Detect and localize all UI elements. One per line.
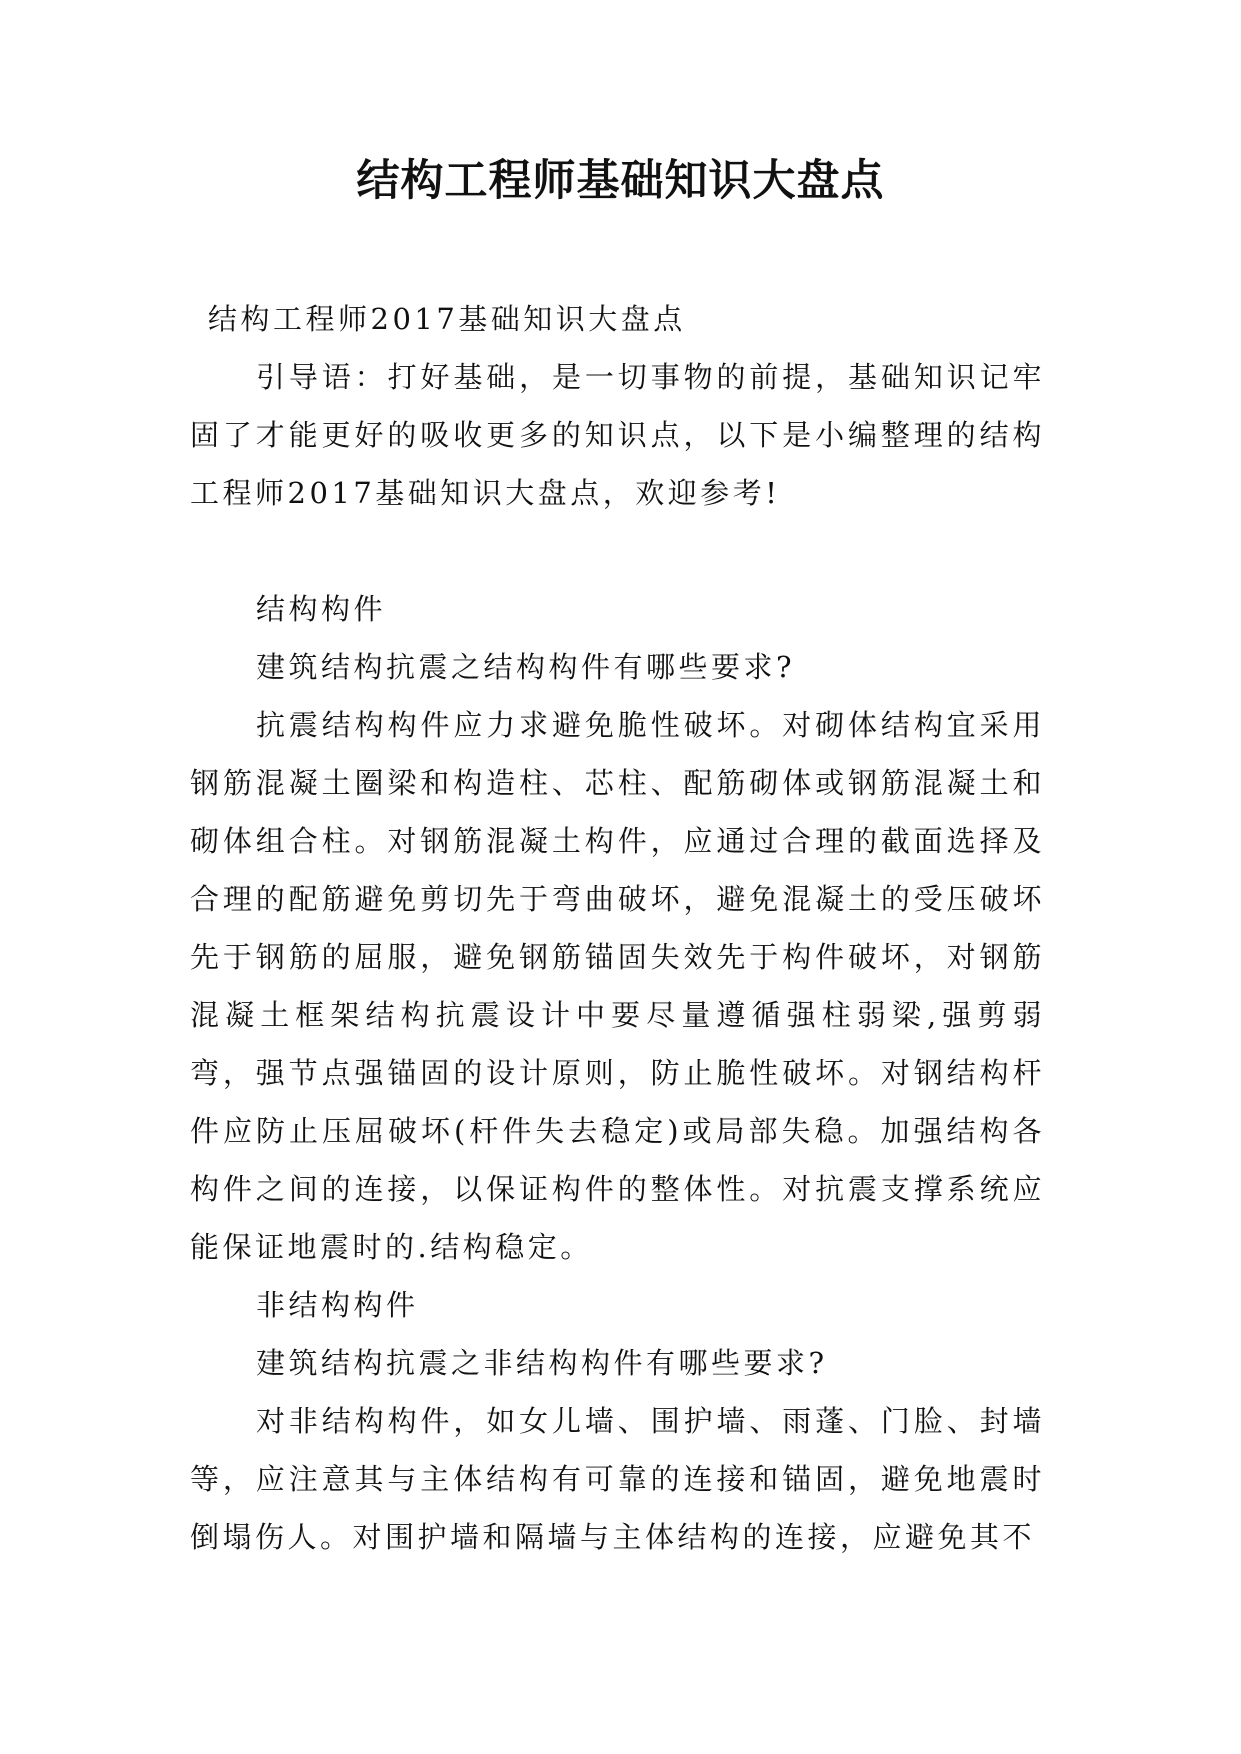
section-heading-structural-members: 结构构件 (256, 592, 387, 626)
section-question-structural-members: 建筑结构抗震之结构构件有哪些要求? (256, 650, 796, 684)
document-subtitle: 结构工程师2017基础知识大盘点 (208, 302, 686, 336)
section-heading-non-structural-members: 非结构构件 (256, 1288, 419, 1322)
section-body-non-structural-members: 对非结构构件，如女儿墙、围护墙、雨蓬、门脸、封墙等，应注意其与主体结构有可靠的连接和锚固，避免地震时倒塌伤人。对围护墙和隔墙与主体结构的连接，应避免其不 (190, 1404, 1045, 1554)
section-question-non-structural-members: 建筑结构抗震之非结构构件有哪些要求? (256, 1346, 828, 1380)
document-body (190, 290, 1045, 1566)
document-title: 结构工程师基础知识大盘点 (356, 156, 885, 206)
intro-paragraph: 引导语：打好基础，是一切事物的前提，基础知识记牢固了才能更好的吸收更多的知识点，以下是小编整理的结构工程师2017基础知识大盘点，欢迎参考! (190, 360, 1045, 510)
section-body-structural-members: 抗震结构构件应力求避免脆性破坏。对砌体结构宜采用钢筋混凝土圈梁和构造柱、芯柱、配筋砌体或钢筋混凝土和砌体组合柱。对钢筋混凝土构件，应通过合理的截面选择及合理的配筋避免剪切先于弯曲破坏，避免混凝土的受压破坏先于钢筋的屈服，避免钢筋锚固失效先于构件破坏，对钢筋混凝土框架结构抗震设计中要尽量遵循强柱弱梁,强剪弱弯，强节点强锚固的设计原则，防止脆性破坏。对钢结构杆件应防止压屈破坏(杆件失去稳定)或局部失稳。加强结构各构件之间的连接，以保证构件的整体性。对抗震支撑系统应能保证地震时的.结构稳定。 (190, 708, 1045, 1264)
